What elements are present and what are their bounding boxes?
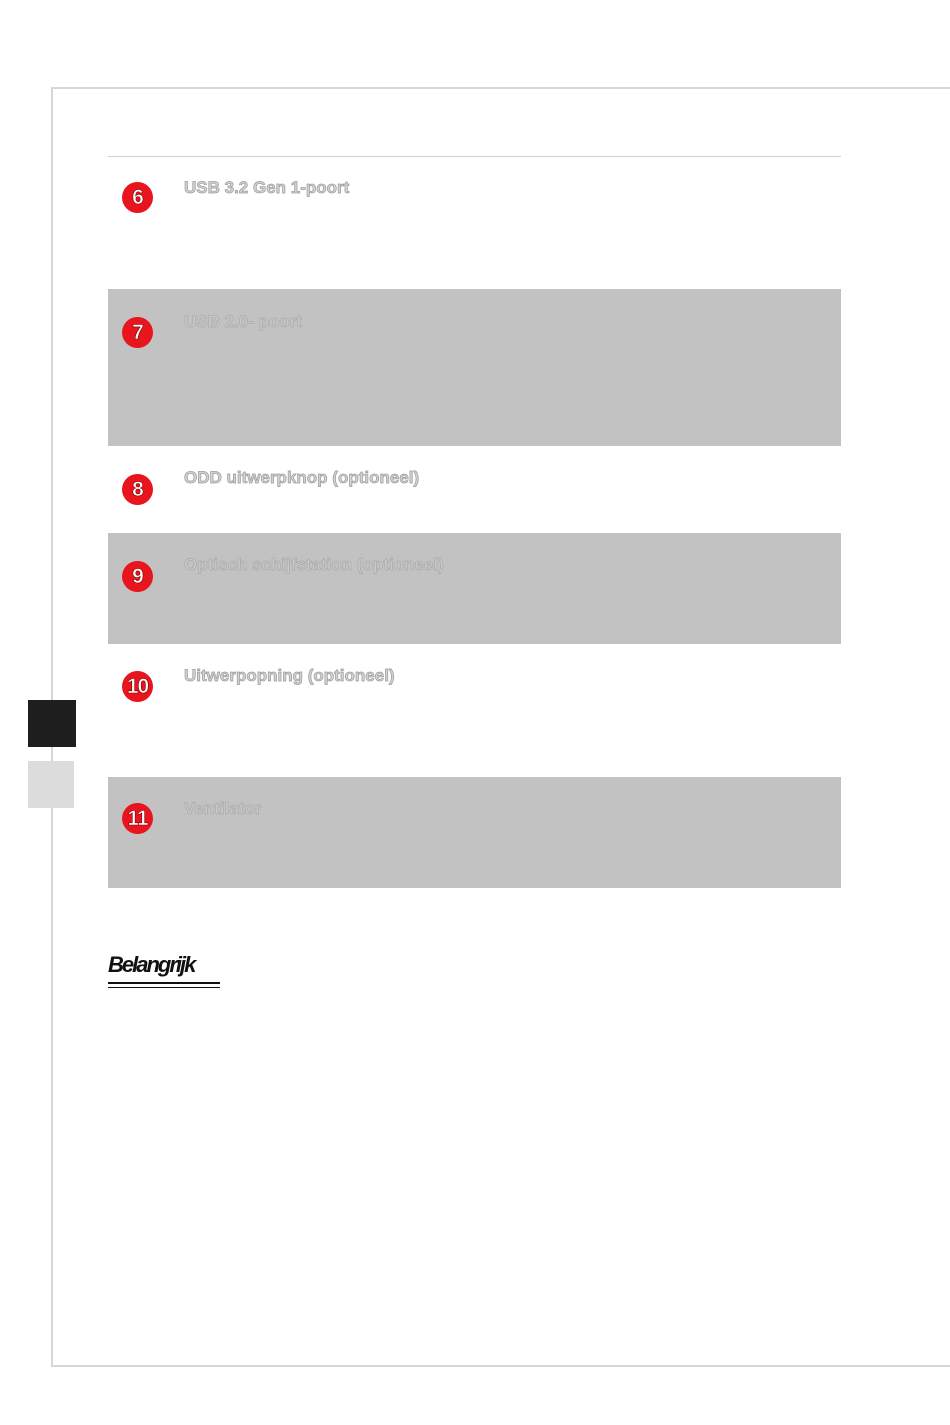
component-item-6 bbox=[108, 157, 841, 289]
number-badge: 7 bbox=[122, 317, 153, 348]
component-title: USB 2.0- poort bbox=[184, 312, 303, 331]
component-title: Ventilator bbox=[184, 799, 262, 818]
component-item-7 bbox=[108, 289, 841, 446]
number-badge: 10 bbox=[122, 671, 153, 702]
number-badge: 11 bbox=[122, 803, 153, 834]
component-title: Optisch schijfstation (optioneel) bbox=[184, 555, 444, 574]
number-badge: 9 bbox=[122, 561, 153, 592]
component-item-10 bbox=[108, 644, 841, 777]
component-item-8 bbox=[108, 446, 841, 533]
number-badge: 6 bbox=[122, 182, 153, 213]
component-item-9 bbox=[108, 533, 841, 644]
component-title: ODD uitwerpknop (optioneel) bbox=[184, 468, 420, 487]
number-badge: 8 bbox=[122, 474, 153, 505]
chapter-tab-active bbox=[28, 700, 76, 747]
chapter-tab-inactive bbox=[28, 761, 74, 808]
component-title: USB 3.2 Gen 1-poort bbox=[184, 178, 350, 197]
important-heading: Belangrijk bbox=[108, 952, 195, 977]
component-item-11 bbox=[108, 777, 841, 888]
component-title: Uitwerpopning (optioneel) bbox=[184, 666, 395, 685]
important-underline bbox=[108, 982, 220, 988]
